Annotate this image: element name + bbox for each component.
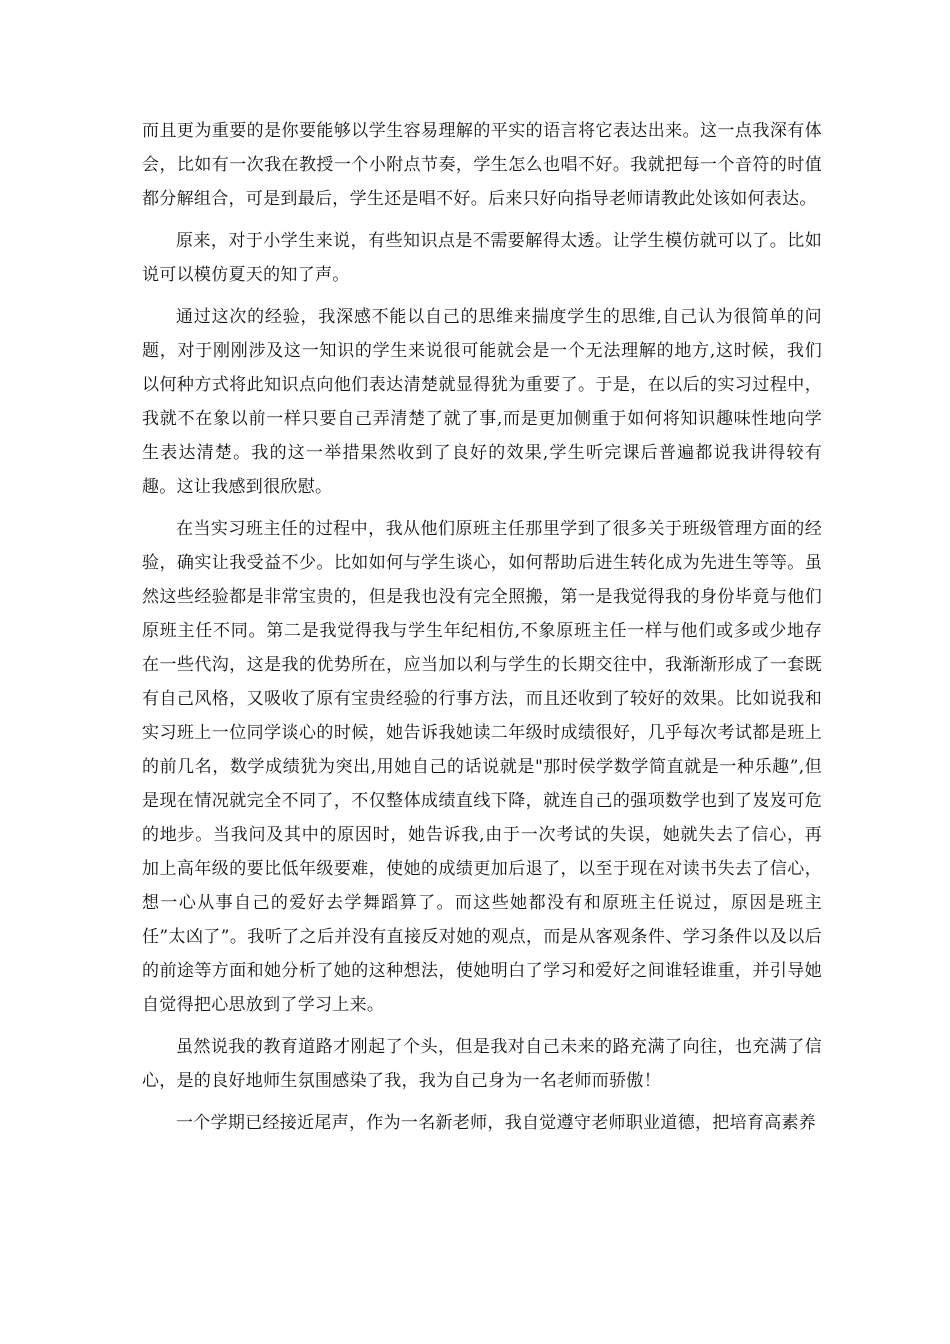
document-body — [142, 114, 822, 1148]
paragraph: 原来，对于小学生来说，有些知识点是不需要解得太透。让学生模仿就可以了。比如说可以模仿夏天的知了声。 — [142, 231, 822, 285]
paragraph: 在当实习班主任的过程中，我从他们原班主任那里学到了很多关于班级管理方面的经验，确实让我受益不少。比如如何与学生谈心，如何帮助后进生转化成为先进生等等。虽然这些经验都是非常宝贵的，但是我也没有完全照搬，第一是我觉得我的身份毕竟与他们原班主任不同。第二是我觉得我与学生年纪相仿,不象原班主任一样与他们或多或少地存在一些代沟，这是我的优势所在，应当加以利与学生的长期交往中，我渐渐形成了一套既有自己风格，又吸收了原有宝贵经验的行事方法，而且还收到了较好的效果。比如说我和实习班上一位同学谈心的时候，她告诉我她读二年级时成绩很好，几乎每次考试都是班上的前几名，数学成绩犹为突出,用她自己的话说就是"那时侯学数学简直就是一种乐趣”,但是现在情况就完全不同了，不仅整体成绩直线下降，就连自己的强项数学也到了岌岌可危的地步。当我问及其中的原因时，她告诉我,由于一次考试的失误，她就失去了信心，再加上高年级的要比低年级要难，使她的成绩更加后退了，以至于现在对读书失去了信心，想一心从事自己的爱好去学舞蹈算了。而这些她都没有和原班主任说过，原因是班主任”太凶了”。我听了之后并没有直接反对她的观点，而是从客观条件、学习条件以及以后的前途等方面和她分析了她的这种想法，使她明白了学习和爱好之间谁轻谁重，并引导她自觉得把心思放到了学习上来。 — [142, 519, 822, 1015]
paragraph: 通过这次的经验，我深感不能以自己的思维来揣度学生的思维,自己认为很简单的问题，对于刚刚涉及这一知识的学生来说很可能就会是一个无法理解的地方,这时候，我们以何种方式将此知识点向他们表达清楚就显得犹为重要了。于是，在以后的实习过程中，我就不在象以前一样只要自己弄清楚了就了事,而是更加侧重于如何将知识趣味性地向学生表达清楚。我的这一举措果然收到了良好的效果,学生听完课后普遍都说我讲得较有趣。这让我感到很欣慰。 — [142, 307, 822, 497]
paragraph: 虽然说我的教育道路才刚起了个头，但是我对自己未来的路充满了向往，也充满了信心，是的良好地师生氛围感染了我，我为自己身为一名老师而骄傲！ — [142, 1037, 822, 1091]
paragraph: 而且更为重要的是你要能够以学生容易理解的平实的语言将它表达出来。这一点我深有体会，比如有一次我在教授一个小附点节奏，学生怎么也唱不好。我就把每一个音符的时值都分解组合，可是到最后，学生还是唱不好。后来只好向指导老师请教此处该如何表达。 — [142, 121, 822, 209]
paragraph: 一个学期已经接近尾声，作为一名新老师，我自觉遵守老师职业道德，把培育高素养 — [176, 1113, 817, 1133]
